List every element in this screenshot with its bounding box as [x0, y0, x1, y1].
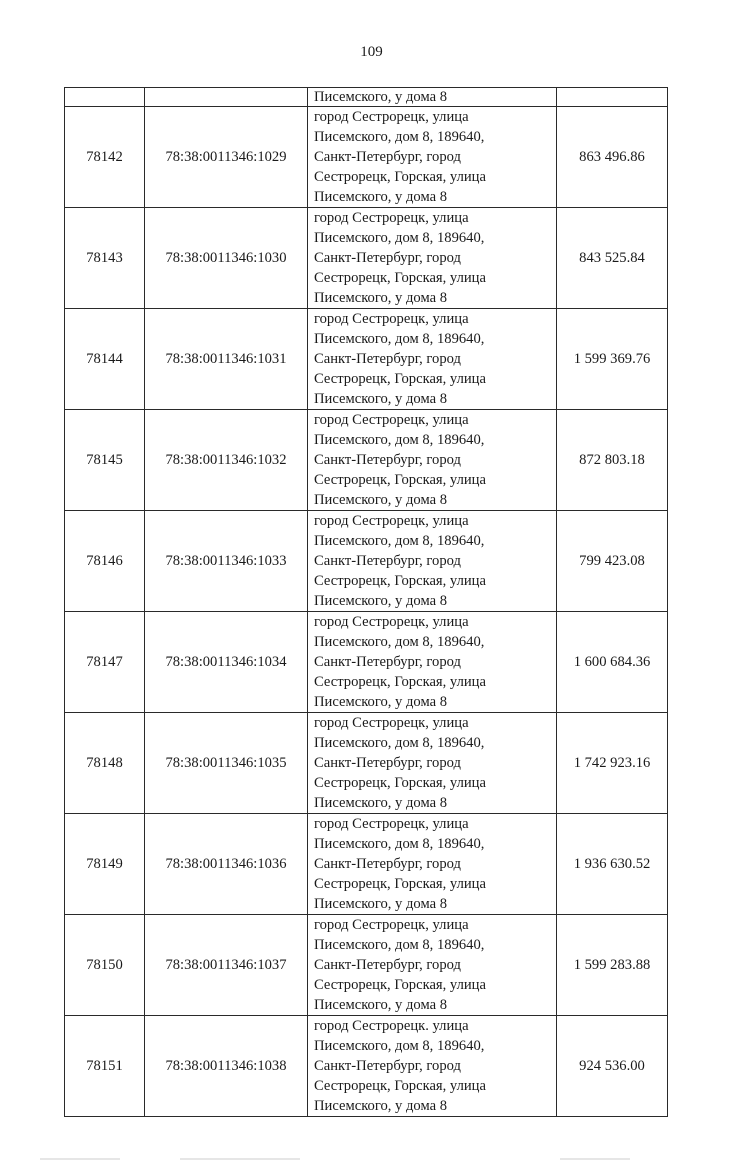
address-line: Санкт-Петербург, город — [314, 149, 461, 165]
scan-artifact — [560, 1158, 630, 1160]
table-row — [65, 410, 668, 511]
continuation-value-cell — [557, 88, 668, 107]
address-line: Сестрорецк, Горская, улица — [314, 270, 486, 286]
address-line: город Сестрорецк. улица — [314, 1018, 469, 1034]
address-line: город Сестрорецк, улица — [314, 715, 469, 731]
address-line: Сестрорецк, Горская, улица — [314, 775, 486, 791]
address-line: Писемского, дом 8, 189640, — [314, 230, 485, 246]
cadastral-number: 78:38:0011346:1029 — [145, 107, 308, 208]
address-cell — [308, 208, 557, 309]
address-line: Писемского, дом 8, 189640, — [314, 533, 485, 549]
address-cell — [308, 410, 557, 511]
address-line: Сестрорецк, Горская, улица — [314, 472, 486, 488]
address-line: город Сестрорецк, улица — [314, 614, 469, 630]
record-number: 78145 — [65, 410, 145, 511]
record-number: 78149 — [65, 814, 145, 915]
address-line: Писемского, у дома 8 — [314, 492, 448, 508]
continuation-number-cell — [65, 88, 145, 107]
record-number: 78144 — [65, 309, 145, 410]
cadastral-value: 1 600 684.36 — [557, 612, 668, 713]
address-line: Сестрорецк, Горская, улица — [314, 573, 486, 589]
address-cell — [308, 612, 557, 713]
address-line: город Сестрорецк, улица — [314, 109, 469, 125]
address-line: Санкт-Петербург, город — [314, 654, 461, 670]
table-row — [65, 612, 668, 713]
address-line: Сестрорецк, Горская, улица — [314, 674, 486, 690]
address-cell — [308, 814, 557, 915]
address-line: Писемского, у дома 8 — [314, 997, 448, 1013]
cadastral-number: 78:38:0011346:1037 — [145, 915, 308, 1016]
address-line: Сестрорецк, Горская, улица — [314, 1078, 486, 1094]
address-line: Писемского, дом 8, 189640, — [314, 634, 485, 650]
cadastral-value: 799 423.08 — [557, 511, 668, 612]
address-line: Писемского, дом 8, 189640, — [314, 937, 485, 953]
table-row — [65, 1016, 668, 1117]
table-row — [65, 511, 668, 612]
registry-table — [64, 87, 668, 1117]
address-line: город Сестрорецк, улица — [314, 513, 469, 529]
scan-artifact — [180, 1158, 300, 1160]
record-number: 78146 — [65, 511, 145, 612]
continuation-address-cell: Писемского, у дома 8 — [308, 88, 557, 107]
address-line: город Сестрорецк, улица — [314, 311, 469, 327]
address-line: Писемского, у дома 8 — [314, 189, 448, 205]
address-line: город Сестрорецк, улица — [314, 412, 469, 428]
address-line: Писемского, дом 8, 189640, — [314, 836, 485, 852]
continuation-cadastral-cell — [145, 88, 308, 107]
record-number: 78142 — [65, 107, 145, 208]
address-line: город Сестрорецк, улица — [314, 210, 469, 226]
address-line: Писемского, у дома 8 — [314, 290, 448, 306]
address-line: город Сестрорецк, улица — [314, 816, 469, 832]
address-line: Санкт-Петербург, город — [314, 351, 461, 367]
address-line: Писемского, дом 8, 189640, — [314, 1038, 485, 1054]
address-line: Писемского, дом 8, 189640, — [314, 735, 485, 751]
registry-body — [65, 88, 668, 1117]
address-cell — [308, 713, 557, 814]
address-line: Сестрорецк, Горская, улица — [314, 977, 486, 993]
address-line: город Сестрорецк, улица — [314, 917, 469, 933]
address-line: Санкт-Петербург, город — [314, 755, 461, 771]
address-line: Писемского, дом 8, 189640, — [314, 331, 485, 347]
scan-artifact — [40, 1158, 120, 1160]
address-line: Санкт-Петербург, город — [314, 856, 461, 872]
address-line: Писемского, дом 8, 189640, — [314, 129, 485, 145]
cadastral-number: 78:38:0011346:1034 — [145, 612, 308, 713]
table-row — [65, 713, 668, 814]
record-number: 78143 — [65, 208, 145, 309]
cadastral-value: 872 803.18 — [557, 410, 668, 511]
table-row — [65, 107, 668, 208]
cadastral-number: 78:38:0011346:1038 — [145, 1016, 308, 1117]
cadastral-value: 1 936 630.52 — [557, 814, 668, 915]
address-line: Санкт-Петербург, город — [314, 250, 461, 266]
cadastral-number: 78:38:0011346:1033 — [145, 511, 308, 612]
cadastral-number: 78:38:0011346:1031 — [145, 309, 308, 410]
cadastral-value: 924 536.00 — [557, 1016, 668, 1117]
table-row — [65, 814, 668, 915]
record-number: 78151 — [65, 1016, 145, 1117]
address-cell — [308, 107, 557, 208]
address-line: Санкт-Петербург, город — [314, 1058, 461, 1074]
table-row — [65, 915, 668, 1016]
record-number: 78147 — [65, 612, 145, 713]
address-line: Писемского, у дома 8 — [314, 391, 448, 407]
record-number: 78148 — [65, 713, 145, 814]
address-line: Сестрорецк, Горская, улица — [314, 371, 486, 387]
cadastral-value: 843 525.84 — [557, 208, 668, 309]
page-number: 109 — [360, 44, 383, 60]
cadastral-number: 78:38:0011346:1032 — [145, 410, 308, 511]
record-number: 78150 — [65, 915, 145, 1016]
address-line: Писемского, дом 8, 189640, — [314, 432, 485, 448]
address-line: Сестрорецк, Горская, улица — [314, 169, 486, 185]
continuation-row — [65, 88, 668, 107]
address-cell — [308, 915, 557, 1016]
address-line: Санкт-Петербург, город — [314, 452, 461, 468]
address-line: Писемского, у дома 8 — [314, 1098, 448, 1114]
cadastral-number: 78:38:0011346:1036 — [145, 814, 308, 915]
table-row — [65, 208, 668, 309]
table-row — [65, 309, 668, 410]
address-line: Писемского, у дома 8 — [314, 694, 448, 710]
cadastral-number: 78:38:0011346:1030 — [145, 208, 308, 309]
address-line: Писемского, у дома 8 — [314, 795, 448, 811]
cadastral-value: 1 742 923.16 — [557, 713, 668, 814]
address-cell — [308, 309, 557, 410]
cadastral-value: 1 599 369.76 — [557, 309, 668, 410]
address-line: Сестрорецк, Горская, улица — [314, 876, 486, 892]
address-line: Санкт-Петербург, город — [314, 553, 461, 569]
cadastral-value: 1 599 283.88 — [557, 915, 668, 1016]
cadastral-number: 78:38:0011346:1035 — [145, 713, 308, 814]
address-line: Санкт-Петербург, город — [314, 957, 461, 973]
address-cell — [308, 511, 557, 612]
address-line: Писемского, у дома 8 — [314, 593, 448, 609]
address-line: Писемского, у дома 8 — [314, 896, 448, 912]
cadastral-value: 863 496.86 — [557, 107, 668, 208]
address-cell — [308, 1016, 557, 1117]
